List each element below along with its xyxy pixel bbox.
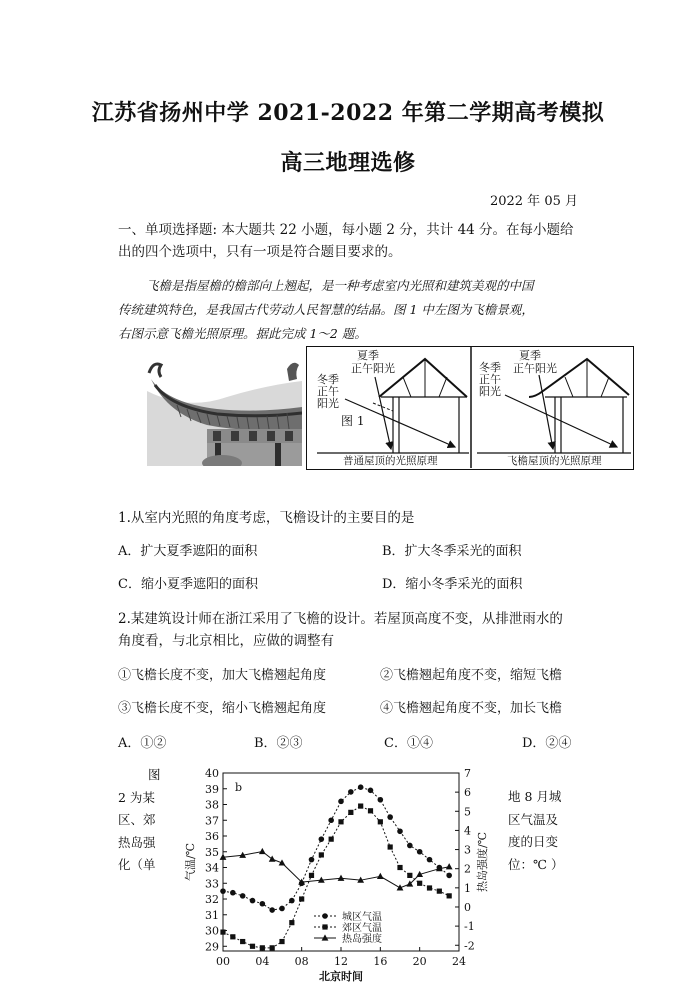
data-point-series-1 (427, 857, 433, 863)
q1-stem: 1.从室内光照的角度考虑，飞檐设计的主要目的是 (118, 510, 415, 526)
y-left-tick-label: 32 (205, 893, 219, 907)
fig2-text-left (118, 764, 170, 877)
q1-option-d[interactable]: D．缩小冬季采光的面积 (382, 577, 523, 592)
series-line-3 (223, 851, 449, 887)
data-point-series-1 (220, 888, 226, 894)
y-right-tick-label: 4 (464, 824, 471, 838)
q2-stem-line2: 角度看，与北京相比，应做的调整有 (118, 633, 334, 649)
q2-option-d[interactable]: D．②④ (522, 736, 572, 751)
y-right-tick-label: 6 (464, 786, 471, 800)
data-point-series-1 (378, 797, 384, 803)
intro-line1: 飞檐是指屋檐的檐部向上翘起，是一种考虑室内光照和建筑美观的中国 (146, 278, 534, 293)
data-point-series-1 (358, 784, 364, 790)
data-point-series-2 (329, 837, 334, 842)
q2-option-b[interactable]: B．②③ (254, 736, 303, 751)
data-point-series-1 (348, 789, 354, 795)
data-point-series-2 (447, 893, 452, 898)
y-right-tick-label: 7 (464, 767, 471, 780)
x-tick-label: 12 (334, 955, 348, 968)
data-point-series-2 (427, 885, 432, 890)
data-point-series-1 (407, 843, 413, 849)
data-point-series-1 (338, 799, 344, 805)
q2-option-a[interactable]: A．①② (118, 736, 167, 751)
data-point-series-2 (250, 944, 255, 949)
winter-label2-left: 正午 (317, 385, 339, 398)
y-left-tick-label: 31 (205, 908, 219, 922)
data-point-series-1 (368, 788, 374, 794)
x-tick-label: 20 (412, 955, 427, 968)
legend-marker (322, 913, 328, 919)
data-point-series-2 (397, 865, 402, 870)
fig2-left-line: 2 为某 (118, 789, 155, 805)
x-tick-label: 00 (216, 955, 230, 968)
y-right-tick-label: 2 (464, 862, 471, 876)
data-point-series-2 (260, 945, 265, 950)
data-point-series-2 (270, 945, 275, 950)
data-point-series-1 (417, 849, 423, 855)
data-point-series-3 (446, 863, 453, 869)
section-heading-line1: 一、单项选择题: 本大题共 22 小题，每小题 2 分，共计 44 分。在每小题给 (118, 222, 574, 238)
exam-date: 2022 年 05 月 (489, 194, 578, 209)
q2-stem-line1: 2.某建筑设计师在浙江采用了飞檐的设计。若屋顶高度不变，从排泄雨水的 (118, 611, 563, 627)
data-point-series-2 (338, 819, 343, 824)
data-point-series-2 (289, 920, 294, 925)
data-point-series-1 (269, 907, 275, 913)
x-tick-label: 04 (255, 955, 270, 968)
data-point-series-1 (397, 828, 403, 834)
data-point-series-1 (230, 890, 236, 896)
summer-label2-right: 正午阳光 (513, 362, 557, 375)
x-tick-label: 16 (373, 955, 388, 968)
data-point-series-3 (338, 875, 345, 881)
y-right-tick-label: -2 (464, 939, 475, 953)
y-left-tick-label: 33 (205, 877, 219, 891)
y-right-tick-label: 0 (464, 900, 471, 914)
data-point-series-2 (230, 934, 235, 939)
section-heading (118, 219, 578, 263)
eave-light-diagram (306, 346, 634, 470)
series-line-2 (223, 806, 449, 948)
exam-subtitle: 高三地理选修 (280, 150, 416, 176)
x-tick-label: 08 (294, 955, 309, 968)
data-point-series-1 (250, 898, 256, 904)
q2-statement-4: ④飞檐翘起角度不变，加长飞檐 (380, 701, 563, 716)
fig2-left-line: 图 (148, 767, 161, 782)
panel-label: b (235, 781, 243, 794)
y-left-tick-label: 37 (205, 814, 219, 828)
data-point-series-2 (407, 873, 412, 878)
data-point-series-1 (319, 836, 325, 842)
fig2-left-line: 区、郊 (118, 812, 156, 827)
data-point-series-1 (279, 906, 285, 912)
legend-marker (322, 924, 327, 929)
intro-line3: 右图示意飞檐光照原理。据此完成 1～2 题。 (118, 326, 367, 341)
summer-label2-left: 正午阳光 (351, 362, 395, 375)
data-point-series-1 (260, 901, 266, 907)
data-point-series-3 (259, 848, 266, 854)
series-line-1 (223, 787, 449, 910)
data-point-series-2 (299, 896, 304, 901)
y-left-tick-label: 40 (205, 767, 219, 780)
legend-label: 热岛强度 (342, 934, 382, 945)
data-point-series-3 (269, 856, 276, 862)
fig2-right-line: 位：℃ ） (508, 856, 564, 872)
q2-option-c[interactable]: C．①④ (384, 736, 433, 751)
y-right-axis-label: 热岛强度/℃ (476, 831, 489, 893)
intro-line2: 传统建筑特色，是我国古代劳动人民智慧的结晶。图 1 中左图为飞檐景观， (118, 302, 534, 317)
fig2-text-right (508, 786, 588, 876)
figure-1-label: 图 1 (341, 414, 365, 428)
data-point-series-1 (240, 893, 246, 899)
q2-statement-1: ①飞檐长度不变，加大飞檐翘起角度 (118, 668, 327, 683)
uhi-chart (176, 764, 496, 982)
x-tick-label: 24 (452, 955, 466, 968)
summer-label-left: 夏季 (357, 349, 379, 362)
y-left-tick-label: 30 (205, 924, 219, 938)
winter-label-left: 冬季 (317, 373, 339, 386)
y-left-axis-label: 气温/℃ (184, 842, 197, 882)
caption-flying-eave-roof: 飞檐屋顶的光照原理 (507, 455, 602, 467)
data-point-series-1 (328, 817, 334, 823)
fig2-right-line: 度的日变 (508, 834, 559, 849)
y-left-tick-label: 29 (205, 940, 219, 954)
data-point-series-1 (309, 857, 315, 863)
data-point-series-1 (387, 814, 393, 820)
winter-label3-right: 阳光 (479, 385, 501, 398)
y-left-tick-label: 38 (205, 798, 219, 812)
fig2-right-line: 区气温及 (508, 811, 559, 827)
fig2-left-line: 化（单 (118, 857, 156, 872)
winter-label-right: 冬季 (479, 361, 501, 374)
legend-label: 郊区气温 (342, 923, 382, 934)
data-point-series-2 (368, 808, 373, 813)
y-left-tick-label: 34 (205, 861, 219, 875)
flying-eave-photo (147, 351, 302, 466)
fig2-right-line: 地 8 月城 (508, 789, 562, 804)
data-point-series-2 (388, 844, 393, 849)
q2-statement-2: ②飞檐翘起角度不变，缩短飞檐 (380, 668, 563, 683)
y-left-tick-label: 35 (205, 845, 219, 859)
data-point-series-2 (358, 803, 363, 808)
data-point-series-2 (220, 929, 225, 934)
data-point-series-2 (417, 881, 422, 886)
y-right-tick-label: 1 (464, 881, 471, 895)
winter-label3-left: 阳光 (317, 397, 339, 410)
y-left-tick-label: 36 (205, 830, 219, 844)
data-point-series-2 (319, 852, 324, 857)
y-right-tick-label: 3 (464, 843, 471, 857)
data-point-series-2 (309, 873, 314, 878)
data-point-series-1 (446, 873, 452, 879)
y-right-tick-label: 5 (464, 805, 471, 819)
data-point-series-2 (348, 810, 353, 815)
legend-label: 城区气温 (342, 912, 382, 923)
section-heading-line2: 出的四个选项中，只有一项是符合题目要求的。 (118, 244, 402, 260)
data-point-series-2 (279, 939, 284, 944)
q1-option-c[interactable]: C．缩小夏季遮阳的面积 (118, 577, 258, 592)
data-point-series-1 (289, 898, 295, 904)
x-axis-label: 北京时间 (319, 970, 363, 982)
winter-label2-right: 正午 (479, 373, 501, 386)
y-right-tick-label: -1 (464, 920, 475, 934)
data-point-series-2 (378, 819, 383, 824)
exam-title: 江苏省扬州中学 2021-2022 年第二学期高考模拟 (91, 100, 605, 126)
caption-ordinary-roof: 普通屋顶的光照原理 (343, 455, 438, 467)
q2-statement-3: ③飞檐长度不变，缩小飞檐翘起角度 (118, 701, 327, 716)
q1-option-a[interactable]: A．扩大夏季遮阳的面积 (118, 544, 258, 559)
q1-option-b[interactable]: B．扩大冬季采光的面积 (382, 544, 522, 559)
y-left-tick-label: 39 (205, 782, 219, 796)
data-point-series-2 (240, 939, 245, 944)
data-point-series-2 (437, 889, 442, 894)
summer-label-right: 夏季 (519, 349, 541, 362)
data-point-series-3 (377, 873, 384, 879)
fig2-left-line: 热岛强 (118, 834, 156, 850)
